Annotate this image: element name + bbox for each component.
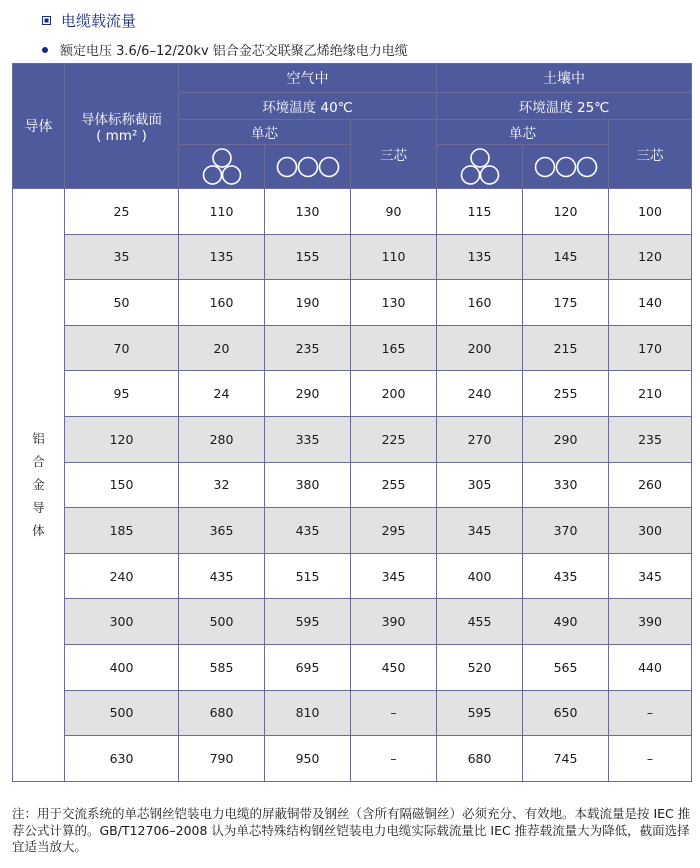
cell-air-flat: 130 [265, 189, 351, 235]
cell-air-three-core: 130 [351, 280, 437, 326]
cell-soil-three-core: 170 [609, 325, 692, 371]
cell-soil-three-core: 390 [609, 599, 692, 645]
cell-air-flat: 155 [265, 234, 351, 280]
cell-soil-trefoil: 680 [437, 736, 523, 782]
cell-cross-section: 150 [65, 462, 179, 508]
cell-soil-flat: 175 [523, 280, 609, 326]
cell-soil-flat: 145 [523, 234, 609, 280]
cell-cross-section: 400 [65, 644, 179, 690]
cell-soil-trefoil: 595 [437, 690, 523, 736]
header-soil-single-core: 单芯 [437, 120, 609, 145]
cell-cross-section: 70 [65, 325, 179, 371]
table-row [13, 416, 692, 462]
cell-air-trefoil: 160 [179, 280, 265, 326]
cell-air-flat: 515 [265, 553, 351, 599]
cell-air-flat: 235 [265, 325, 351, 371]
cell-air-flat: 950 [265, 736, 351, 782]
cell-soil-trefoil: 200 [437, 325, 523, 371]
cell-soil-flat: 215 [523, 325, 609, 371]
cell-soil-three-core: 120 [609, 234, 692, 280]
table-row [13, 371, 692, 417]
header-conductor: 导体 [13, 64, 65, 189]
cell-soil-trefoil: 520 [437, 644, 523, 690]
cell-air-trefoil: 435 [179, 553, 265, 599]
cell-soil-flat: 370 [523, 508, 609, 554]
conductor-material-char: 铝 [32, 431, 45, 447]
header-soil-three-core: 三芯 [609, 120, 692, 189]
cell-air-trefoil: 500 [179, 599, 265, 645]
table-row [13, 508, 692, 554]
cell-soil-trefoil: 160 [437, 280, 523, 326]
header-air: 空气中 [179, 64, 437, 93]
cell-air-trefoil: 680 [179, 690, 265, 736]
dot-bullet-icon [42, 47, 48, 53]
cell-soil-trefoil: 115 [437, 189, 523, 235]
cell-air-trefoil: 20 [179, 325, 265, 371]
cell-soil-flat: 255 [523, 371, 609, 417]
conductor-material-cell [13, 189, 65, 782]
cell-soil-three-core: – [609, 690, 692, 736]
cell-cross-section: 120 [65, 416, 179, 462]
conductor-material-char: 体 [32, 523, 45, 539]
cell-air-three-core: – [351, 736, 437, 782]
footnote: 注：用于交流系统的单芯钢丝铠装电力电缆的屏蔽铜带及钢丝（含所有隔磁铜丝）必须充分、有效地。本载流量是按 IEC 推荐公式计算的。GB/T12706–2008 认为单芯特殊结构钢丝铠装电力电缆实际载流量比 IEC 推荐载流量大为降低，截面选择宜适当放大。 [12, 806, 691, 854]
cell-soil-flat: 290 [523, 416, 609, 462]
cell-air-three-core: 450 [351, 644, 437, 690]
cell-cross-section: 300 [65, 599, 179, 645]
header-air-temp: 环境温度 40℃ [179, 93, 437, 120]
cell-soil-trefoil: 135 [437, 234, 523, 280]
cell-air-three-core: 110 [351, 234, 437, 280]
table-row [13, 599, 692, 645]
soil-flat-cell [523, 145, 609, 189]
conductor-material-char: 导 [32, 500, 45, 516]
flat-cable-icon [534, 155, 598, 179]
cell-air-trefoil: 24 [179, 371, 265, 417]
cell-cross-section: 50 [65, 280, 179, 326]
cell-air-flat: 435 [265, 508, 351, 554]
cell-air-trefoil: 585 [179, 644, 265, 690]
cell-air-trefoil: 365 [179, 508, 265, 554]
cell-air-flat: 290 [265, 371, 351, 417]
conductor-material-char: 金 [32, 477, 45, 493]
section-heading-text: 电缆载流量 [61, 12, 137, 30]
cell-soil-trefoil: 345 [437, 508, 523, 554]
flat-cable-icon [276, 155, 340, 179]
square-bullet-icon [42, 16, 51, 25]
table-row [13, 462, 692, 508]
trefoil-cable-icon [458, 147, 502, 187]
header-air-single-core: 单芯 [179, 120, 351, 145]
cell-cross-section: 500 [65, 690, 179, 736]
header-soil-temp: 环境温度 25℃ [437, 93, 692, 120]
subheading [42, 40, 408, 59]
cell-air-three-core: – [351, 690, 437, 736]
cell-soil-flat: 330 [523, 462, 609, 508]
air-flat-cell [265, 145, 351, 189]
section-heading [42, 10, 136, 31]
cell-air-trefoil: 110 [179, 189, 265, 235]
cell-soil-flat: 490 [523, 599, 609, 645]
cell-soil-trefoil: 270 [437, 416, 523, 462]
cell-cross-section: 35 [65, 234, 179, 280]
table-row [13, 736, 692, 782]
cell-soil-trefoil: 400 [437, 553, 523, 599]
cell-soil-three-core: 140 [609, 280, 692, 326]
cell-cross-section: 25 [65, 189, 179, 235]
cell-air-three-core: 345 [351, 553, 437, 599]
air-trefoil-cell [179, 145, 265, 189]
ampacity-table [12, 63, 692, 782]
table-row [13, 280, 692, 326]
cell-air-three-core: 90 [351, 189, 437, 235]
table-row [13, 644, 692, 690]
cell-air-three-core: 200 [351, 371, 437, 417]
table-row [13, 553, 692, 599]
cell-air-three-core: 390 [351, 599, 437, 645]
cell-cross-section: 630 [65, 736, 179, 782]
cell-air-flat: 810 [265, 690, 351, 736]
header-cross-section-unit: ( mm² ) [96, 128, 147, 144]
table-body [13, 189, 692, 782]
cell-soil-three-core: 235 [609, 416, 692, 462]
cell-air-flat: 595 [265, 599, 351, 645]
cell-cross-section: 95 [65, 371, 179, 417]
soil-trefoil-cell [437, 145, 523, 189]
cell-air-flat: 190 [265, 280, 351, 326]
cell-soil-flat: 565 [523, 644, 609, 690]
cell-air-trefoil: 32 [179, 462, 265, 508]
cell-air-trefoil: 280 [179, 416, 265, 462]
cell-air-flat: 695 [265, 644, 351, 690]
cell-soil-trefoil: 455 [437, 599, 523, 645]
cell-air-trefoil: 790 [179, 736, 265, 782]
cell-soil-three-core: 100 [609, 189, 692, 235]
table-row [13, 690, 692, 736]
cell-air-three-core: 295 [351, 508, 437, 554]
cell-air-three-core: 225 [351, 416, 437, 462]
cell-soil-trefoil: 240 [437, 371, 523, 417]
cell-soil-trefoil: 305 [437, 462, 523, 508]
cell-soil-three-core: – [609, 736, 692, 782]
cell-soil-three-core: 440 [609, 644, 692, 690]
subheading-text: 额定电压 3.6/6–12/20kv 铝合金芯交联聚乙烯绝缘电力电缆 [60, 44, 408, 59]
cell-cross-section: 185 [65, 508, 179, 554]
cell-soil-flat: 650 [523, 690, 609, 736]
cell-soil-flat: 745 [523, 736, 609, 782]
table-row [13, 189, 692, 235]
header-cross-section-label: 导体标称截面 [81, 112, 162, 128]
cell-air-three-core: 165 [351, 325, 437, 371]
table-row [13, 234, 692, 280]
cell-air-flat: 380 [265, 462, 351, 508]
cell-soil-flat: 435 [523, 553, 609, 599]
header-air-three-core: 三芯 [351, 120, 437, 189]
cell-air-flat: 335 [265, 416, 351, 462]
conductor-material-char: 合 [32, 454, 45, 470]
cell-air-trefoil: 135 [179, 234, 265, 280]
cell-soil-three-core: 345 [609, 553, 692, 599]
table-row [13, 325, 692, 371]
cell-soil-three-core: 210 [609, 371, 692, 417]
cell-soil-three-core: 260 [609, 462, 692, 508]
trefoil-cable-icon [200, 147, 244, 187]
cell-air-three-core: 255 [351, 462, 437, 508]
cell-soil-three-core: 300 [609, 508, 692, 554]
header-cross-section [65, 64, 179, 189]
header-soil: 土壤中 [437, 64, 692, 93]
cell-soil-flat: 120 [523, 189, 609, 235]
cell-cross-section: 240 [65, 553, 179, 599]
